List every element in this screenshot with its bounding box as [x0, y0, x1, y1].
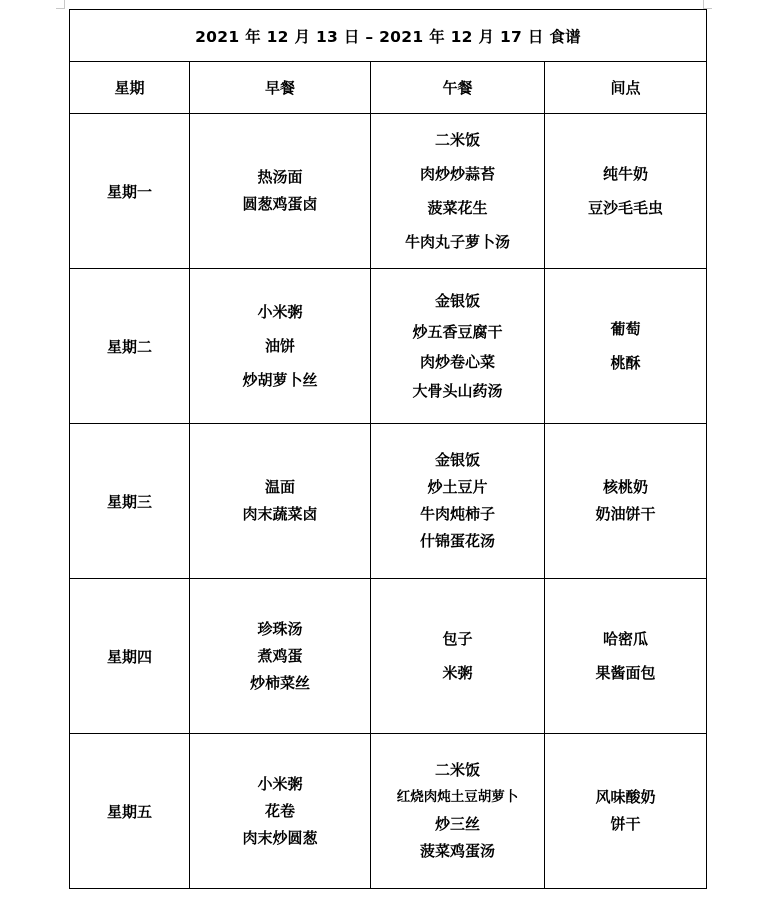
day-label: 星期五 [70, 734, 190, 889]
breakfast-cell [190, 114, 371, 269]
menu-title: 2021 年 12 月 13 日 – 2021 年 12 月 17 日 食谱 [70, 10, 707, 62]
lunch-item: 金银饭 [434, 451, 480, 469]
lunch-cell [371, 114, 545, 269]
breakfast-item: 煮鸡蛋 [257, 646, 303, 665]
title-row [70, 10, 707, 62]
breakfast-item: 肉末蔬菜卤 [242, 505, 318, 523]
breakfast-cell [190, 734, 371, 889]
snack-item: 豆沙毛毛虫 [587, 199, 663, 217]
breakfast-item: 小米粥 [257, 774, 303, 793]
snack-item: 果酱面包 [595, 664, 656, 682]
snack-cell [545, 734, 707, 889]
snack-item: 葡萄 [610, 320, 641, 338]
snack-item: 哈密瓜 [602, 630, 648, 648]
day-label: 星期三 [70, 424, 190, 579]
table-row [70, 114, 707, 269]
snack-item: 奶油饼干 [595, 505, 656, 523]
lunch-item: 牛肉炖柿子 [419, 505, 495, 523]
breakfast-cell [190, 269, 371, 424]
header-lunch: 午餐 [371, 62, 545, 114]
lunch-item: 二米饭 [434, 761, 480, 779]
lunch-cell [371, 734, 545, 889]
day-label: 星期一 [70, 114, 190, 269]
lunch-item: 二米饭 [434, 131, 480, 149]
breakfast-item: 圆葱鸡蛋卤 [242, 195, 318, 213]
snack-item: 核桃奶 [602, 478, 648, 496]
breakfast-item: 肉末炒圆葱 [242, 828, 318, 847]
table-row [70, 269, 707, 424]
menu-table [69, 9, 707, 889]
snack-cell [545, 114, 707, 269]
day-label: 星期四 [70, 579, 190, 734]
lunch-item: 肉炒炒蒜苔 [419, 165, 495, 183]
snack-cell [545, 424, 707, 579]
lunch-item: 菠菜花生 [427, 199, 488, 217]
table-row [70, 734, 707, 889]
breakfast-item: 热汤面 [257, 168, 303, 186]
table-row [70, 579, 707, 734]
breakfast-item: 温面 [264, 478, 295, 496]
snack-item: 纯牛奶 [602, 165, 648, 183]
breakfast-item: 花卷 [264, 801, 295, 820]
table-row [70, 424, 707, 579]
lunch-item: 大骨头山药汤 [412, 381, 503, 400]
lunch-item: 菠菜鸡蛋汤 [419, 842, 495, 860]
lunch-item: 炒五香豆腐干 [412, 322, 503, 341]
header-breakfast: 早餐 [190, 62, 371, 114]
snack-item: 桃酥 [610, 354, 641, 372]
lunch-item: 包子 [442, 630, 473, 648]
breakfast-item: 炒胡萝卜丝 [242, 371, 318, 389]
header-row [70, 62, 707, 114]
lunch-item: 金银饭 [434, 291, 480, 310]
breakfast-item: 小米粥 [257, 303, 303, 321]
breakfast-item: 炒柿菜丝 [249, 673, 310, 692]
snack-item: 饼干 [610, 815, 641, 833]
breakfast-item: 油饼 [264, 337, 295, 355]
lunch-item: 米粥 [442, 664, 473, 682]
snack-cell [545, 579, 707, 734]
snack-item: 风味酸奶 [595, 788, 656, 806]
lunch-item: 红烧肉炖土豆胡萝卜 [396, 789, 519, 805]
breakfast-cell [190, 424, 371, 579]
lunch-item: 炒三丝 [434, 815, 480, 833]
lunch-cell [371, 579, 545, 734]
breakfast-item: 珍珠汤 [257, 619, 303, 638]
page-corner-mark-left [56, 0, 65, 9]
snack-cell [545, 269, 707, 424]
header-snack: 间点 [545, 62, 707, 114]
lunch-cell [371, 424, 545, 579]
day-label: 星期二 [70, 269, 190, 424]
lunch-item: 炒土豆片 [427, 478, 488, 496]
breakfast-cell [190, 579, 371, 734]
lunch-item: 牛肉丸子萝卜汤 [404, 233, 510, 251]
lunch-item: 什锦蛋花汤 [419, 532, 495, 550]
lunch-item: 肉炒卷心菜 [419, 352, 495, 371]
page-corner-mark-right [703, 0, 712, 9]
lunch-cell [371, 269, 545, 424]
header-day: 星期 [70, 62, 190, 114]
